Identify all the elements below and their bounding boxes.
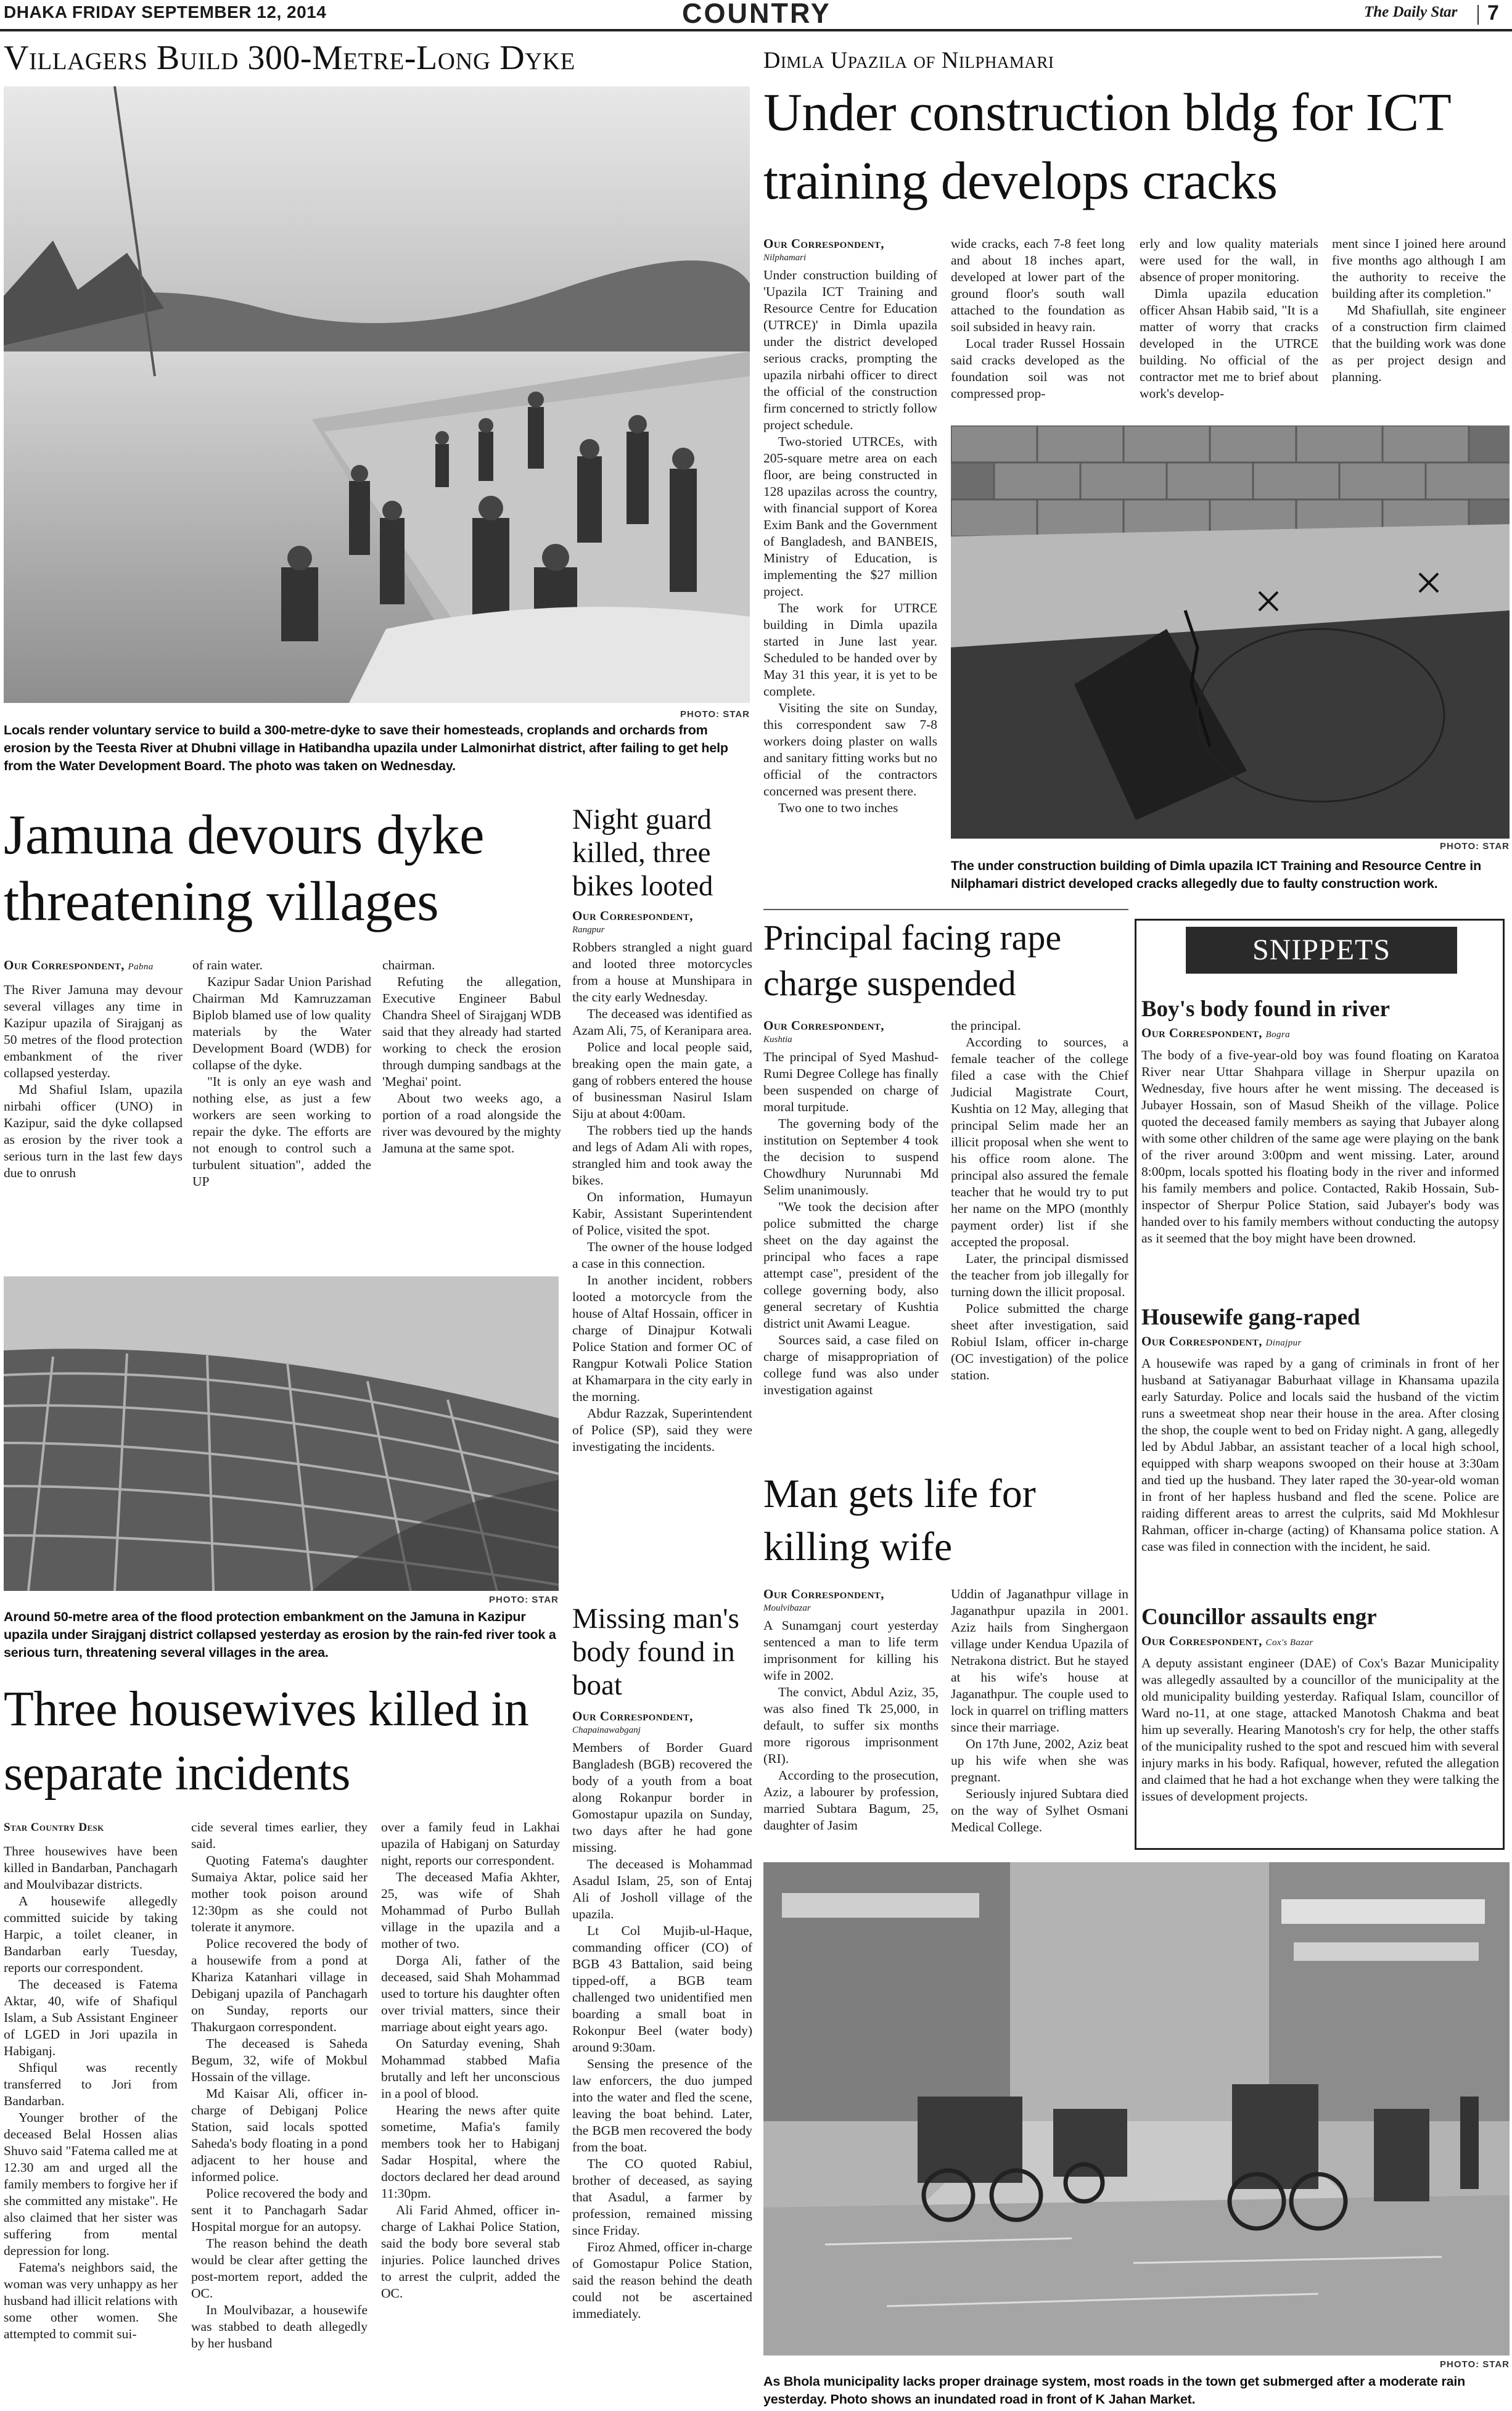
life-headline: Man gets life for killing wife: [763, 1471, 1036, 1569]
ict-kicker: Dimla Upazila of Nilphamari: [763, 47, 1054, 73]
life-place: Moulvibazar: [763, 1603, 811, 1613]
paragraph: Md Shafiul Islam, upazila nirbahi officer (UNO) in Kazipur, said the dyke collapsed as erosion by the river took a serious turn in the last few days due to onrush: [4, 1082, 183, 1180]
ict-body-4: [1332, 236, 1506, 385]
paragraph: The River Jamuna may devour several villages any time in Kazipur upazila of Sirajganj as 50 metres of the flood protection embankment of the river collapsed yesterday.: [4, 982, 183, 1080]
bhola-photo-image: [763, 1862, 1510, 2356]
principal-byline: Our Correspondent,: [763, 1018, 884, 1033]
paragraph: In another incident, robbers looted a motorcycle from the house of Altaf Hossain, officer in charge of Dinajpur Kotwali Police Station and former OC of Rangpur Kotwali Police Station at Khamarpara in the city early in the morning.: [572, 1273, 752, 1404]
paragraph: The work for UTRCE building in Dimla upazila started in June last year. Scheduled to be handed over by May 31 this year, it is yet to be complete.: [763, 601, 937, 699]
ict-place: Nilphamari: [763, 253, 807, 263]
principal-headline: Principal facing rape charge suspended: [763, 918, 1062, 1003]
paragraph: Uddin of Jaganathpur village in Jaganathpur upazila in 2001. Aziz hails from Singhergaon village under Kendua Upazila of Netrakona district. But he stayed at his wife's house at Jaganathpur. The couple used to lock in quarrel on trifling matters since their marriage.: [951, 1587, 1128, 1735]
paragraph: Refuting the allegation, Executive Engineer Babul Chandra Sheel of Sirajganj WDB said that they already had started working to check the erosion through dumping sandbags at the 'Meghai' point.: [382, 974, 561, 1089]
paragraph: Md Shafiullah, site engineer of a construction firm claimed that the building work was done as per project design and planning.: [1332, 303, 1506, 384]
masthead: [0, 0, 1512, 32]
snippet-2-byline: [1141, 1334, 1499, 1349]
paragraph: The deceased is Fatema Aktar, 40, wife of Shafiqul Islam, a Sub Assistant Engineer of LGED in Jori upazila in Habiganj.: [4, 1977, 178, 2058]
paragraph: Dimla upazila education officer Ahsan Habib said, "It is a matter of worry that cracks developed in the UTRCE building. No official of the contractor met me to brief about work's develop-: [1140, 286, 1318, 401]
jamuna-byline: [4, 957, 183, 975]
snippet-1-byline-text: Our Correspondent,: [1141, 1025, 1262, 1040]
paragraph: Police recovered the body of a housewife from a pond at Khariza Katanhari village in Debiganj upazila of Panchagarh on Sunday, reports our Thakurgaon correspondent.: [191, 1936, 368, 2034]
paragraph: According to the prosecution, Aziz, a labourer by profession, married Subtara Bagum, 25, daughter of Jasim: [763, 1768, 939, 1833]
paragraph: wide cracks, each 7-8 feet long and about 18 inches apart, developed at lower part of the ground floor's south wall attached to the foundation as soil subsided in heavy rain.: [951, 236, 1125, 334]
paragraph: Members of Border Guard Bangladesh (BGB) recovered the body of a youth from a boat along Rokanpur border in Gomostapur upazila on Sunday, two days after he had gone missing.: [572, 1740, 752, 1855]
paragraph: Abdur Razzak, Superintendent of Police (SP), said they were investigating the incidents.: [572, 1406, 752, 1454]
snippet-3-place: Cox's Bazar: [1265, 1638, 1313, 1648]
guard-place: Rangpur: [572, 925, 605, 935]
paragraph: Police and local people said, breaking open the main gate, a gang of robbers entered the house of businessman Nasirul Islam Siju at about 4:00am.: [572, 1040, 752, 1121]
housewives-byline: Star Country Desk: [4, 1821, 104, 1834]
paragraph: A housewife allegedly committed suicide by taking Harpic, a toilet cleaner, in Bandarban early Tuesday, reports our correspondent.: [4, 1894, 178, 1975]
dyke-photo: [4, 86, 750, 703]
missing-column: [572, 1708, 752, 2410]
section-title: COUNTRY: [682, 0, 831, 29]
snippet-1-body: The body of a five-year-old boy was found floating on Karatoa River near Uttar Shahpara village in Sherpur upazila on Wednesday, five hours after he went missing. The deceased is Jubayer Hossain, son of Masud Sheikh of the village. Police quoted the deceased family members as saying that Jubayer along with some other children of the same age were playing on the bank of the river around 3:00pm and went missing. Later, around 8:00pm, locals spotted his floating body in the river and informed his family members and police. Contacted, Rakib Hossain, Sub-inspector of Sherpur Police Station, said Jubayer's body was handed over to his family members without conducting the autopsy as it seemed that the boy might have been drowned.: [1141, 1048, 1499, 1246]
snippet-1-place: Bogra: [1265, 1030, 1291, 1040]
missing-body: [572, 1739, 752, 2322]
guard-headline: Night guard killed, three bikes looted: [572, 803, 713, 902]
bhola-caption: As Bhola municipality lacks proper drainage system, most roads in the town get submerged after a moderate rain yesterday. Photo shows an inundated road in front of K Jahan Market.: [763, 2374, 1466, 2407]
ict-column-4: [1332, 236, 1506, 421]
guard-column: [572, 908, 752, 1592]
principal-body-1: [763, 1049, 939, 1399]
paragraph: The CO quoted Rabiul, brother of deceased, as saying that Asadul, a farmer by profession, remained missing since Friday.: [572, 2156, 752, 2238]
ict-body-1: [763, 267, 937, 816]
life-byline: Our Correspondent,: [763, 1587, 884, 1601]
housewives-column-1: [4, 1819, 178, 2410]
principal-place: Kushtia: [763, 1035, 792, 1045]
housewives-body-1: [4, 1843, 178, 2343]
paragraph: The deceased Mafia Akhter, 25, was wife of Shah Mohammad of Purbo Bullah village in the upazila and a mother of two.: [381, 1870, 560, 1951]
snippet-1: [1141, 996, 1499, 1247]
paragraph: The reason behind the death would be clear after getting the post-mortem report, added the OC.: [191, 2236, 368, 2301]
paragraph: The principal of Syed Mashud-Rumi Degree College has finally been suspended on charge of moral turpitude.: [763, 1049, 939, 1114]
life-body-1: [763, 1617, 939, 1834]
paragraph: The owner of the house lodged a case in this connection.: [572, 1239, 752, 1271]
paragraph: Younger brother of the deceased Belal Hossen alias Shuvo said "Fatema called me at 12.30 am and urged all the family members to forgive her if she committed any mistake". He also claimed that her sister was suffering from mental depression for long.: [4, 2110, 178, 2258]
ict-photo-credit: PHOTO: STAR: [1440, 841, 1510, 852]
ict-column-3: [1140, 236, 1318, 421]
paragraph: Three housewives have been killed in Bandarban, Panchagarh and Moulvibazar districts.: [4, 1844, 178, 1892]
housewives-column-2: [191, 1819, 368, 2410]
paragraph: The robbers tied up the hands and legs of Adam Ali with ropes, strangled him and took away the bikes.: [572, 1123, 752, 1188]
guard-byline: Our Correspondent,: [572, 908, 693, 923]
snippet-3-body: A deputy assistant engineer (DAE) of Cox's Bazar Municipality was allegedly assaulted by a councillor of the municipality at the old municipality building yesterday. Rafiqual Islam, councillor of Ward no-11, at one stage, attacked Manotosh Chakma and beat him up severally. Hearing Manotosh's cry for help, the other staffs of the municipality rushed to the spot and rescued him with several injury marks in his body. Rafiqual, however, refuted the allegation and claimed that he had a hot exchange when they were talking the issues of development projects.: [1141, 1656, 1499, 1804]
ict-crack-photo: [951, 425, 1510, 839]
snippet-2: [1141, 1304, 1499, 1555]
ict-byline: Our Correspondent,: [763, 236, 884, 251]
paragraph: Firoz Ahmed, officer in-charge of Gomostapur Police Station, said the reason behind the death could not be ascertained immediately.: [572, 2240, 752, 2321]
snippet-1-headline: Boy's body found in river: [1141, 996, 1390, 1022]
paragraph: On Saturday evening, Shah Mohammad stabbed Mafia brutally and left her unconscious in a pool of blood.: [381, 2036, 560, 2101]
paragraph: over a family feud in Lakhai upazila of Habiganj on Saturday night, reports our correspondent.: [381, 1820, 560, 1868]
ict-crack-photo-image: [951, 425, 1510, 839]
snippet-3-byline: [1141, 1633, 1499, 1649]
ict-column-1: [763, 236, 937, 908]
dyke-kicker: Villagers Build 300-Metre-Long Dyke: [4, 39, 575, 77]
paragraph: In Moulvibazar, a housewife was stabbed to death allegedly by her husband: [191, 2302, 368, 2351]
masthead-rule: [0, 29, 1512, 31]
snippets-box: [1135, 919, 1505, 1850]
snippet-2-headline: Housewife gang-raped: [1141, 1305, 1360, 1330]
paragraph: Seriously injured Subtara died on the way of Sylhet Osmani Medical College.: [951, 1786, 1128, 1834]
snippets-title: SNIPPETS: [1252, 934, 1391, 966]
paragraph: chairman.: [382, 958, 435, 972]
paragraph: "We took the decision after police submitted the charge sheet on the day against the principal who faces a rape attempt case", president of the college governing body, also general secretary of Kushtia district unit Awami League.: [763, 1199, 939, 1331]
paragraph: A Sunamganj court yesterday sentenced a man to life term imprisonment for killing his wife in 2002.: [763, 1618, 939, 1683]
dyke-photo-image: [4, 86, 750, 703]
paragraph: Hearing the news after quite sometime, Mafia's family members took her to Habiganj Sadar Hospital, where the doctors declared her dead around 11:30pm.: [381, 2103, 560, 2201]
paragraph: Sensing the presence of the law enforcers, the duo jumped into the water and fled the scene, leaving the boat behind. Later, the BGB men recovered the body from the boat.: [572, 2056, 752, 2154]
jamuna-place: Pabna: [128, 962, 154, 972]
snippet-2-place: Dinajpur: [1265, 1338, 1302, 1348]
principal-body-2: [951, 1017, 1128, 1384]
jamuna-column-2: [192, 957, 371, 1302]
jamuna-photo: [4, 1276, 559, 1591]
dyke-photo-credit: PHOTO: STAR: [680, 709, 750, 720]
snippet-3-headline: Councillor assaults engr: [1141, 1604, 1377, 1630]
bhola-photo-credit: PHOTO: STAR: [1440, 2359, 1510, 2370]
jamuna-headline: Jamuna devours dyke threatening villages: [4, 803, 484, 932]
paragraph: "It is only an eye wash and nothing else, as just a few workers are seen working to repair the dyke. The efforts are not enough to control such a turbulent situation", added the UP: [192, 1074, 371, 1189]
paragraph: According to sources, a female teacher of the college filed a case with the Chief Judicial Magistrate Court, Kushtia on 12 May, alleging that principal Selim made her an illicit proposal when she went to his office room alone. The principal also assured the female teacher that he would try to put her name on the MPO (monthly payment order) list if she accepted the proposal.: [951, 1035, 1128, 1249]
paragraph: Local trader Russel Hossain said cracks developed as the foundation soil was not compressed prop-: [951, 336, 1125, 401]
ict-body-2: [951, 236, 1125, 402]
paragraph: About two weeks ago, a portion of a road alongside the river was devoured by the mighty Jamuna at the same spot.: [382, 1091, 561, 1156]
paragraph: ment since I joined here around five months ago although I am the authority to receive the building after its completion.": [1332, 236, 1506, 301]
paragraph: On 17th June, 2002, Aziz beat up his wife when she was pregnant.: [951, 1736, 1128, 1785]
ict-headline: Under construction bldg for ICT training develops cracks: [763, 82, 1450, 210]
life-column-1: [763, 1586, 939, 1857]
dyke-caption: Locals render voluntary service to build a 300-metre-dyke to save their homesteads, croplands and orchards from erosion by the Teesta River at Dhubni village in Hatibandha upazila under Lalmonirhat district, after failing to get help from the Water Development Board. The photo was taken on Wednesday.: [4, 723, 728, 773]
paragraph: Two-storied UTRCEs, with 205-square metre area on each floor, are being constructed in 128 upazilas across the country, with financial support of Korea Exim Bank and the Government of Bangladesh, and BANBEIS, Ministry of Education, is implementing the $27 million project.: [763, 434, 937, 599]
paragraph: Robbers strangled a night guard and looted three motorcycles from a house at Munshipara in the city early Wednesday.: [572, 940, 752, 1004]
paragraph: Police submitted the charge sheet after investigation, said Robiul Islam, officer in-charge (OC investigation) of the police station.: [951, 1301, 1128, 1382]
jamuna-photo-credit: PHOTO: STAR: [489, 1595, 559, 1605]
paragraph: erly and low quality materials were used for the wall, in absence of proper monitoring.: [1140, 236, 1318, 284]
housewives-headline: Three housewives killed in separate incidents: [4, 1682, 529, 1801]
missing-place: Chapainawabganj: [572, 1725, 641, 1735]
paragraph: Lt Col Mujib-ul-Haque, commanding officer (CO) of BGB 43 Battalion, said being tipped-off, a BGB team challenged two unidentified men boarding a small boat in Rokonpur Beel (water body) around 9:30am.: [572, 1923, 752, 2055]
missing-byline: Our Correspondent,: [572, 1709, 693, 1723]
principal-column-1: [763, 1017, 939, 1461]
snippets-title-bar: [1186, 927, 1457, 974]
jamuna-caption: Around 50-metre area of the flood protection embankment on the Jamuna in Kazipur upazila under Sirajganj district collapsed yesterday as erosion by the rain-fed river took a serious turn, threatening several villages in the area.: [4, 1609, 556, 1660]
ict-caption: The under construction building of Dimla upazila ICT Training and Resource Centre in Nilphamari district developed cracks allegedly due to faulty construction work.: [951, 858, 1481, 891]
paragraph: Md Kaisar Ali, officer in-charge of Debiganj Police Station, said locals spotted Saheda's body floating in a pond adjacent to her house and informed police.: [191, 2086, 368, 2184]
missing-headline: Missing man's body found in boat: [572, 1603, 739, 1701]
snippet-3-byline-text: Our Correspondent,: [1141, 1633, 1262, 1648]
paragraph: The convict, Abdul Aziz, 35, was also fined Tk 25,000, in default, to suffer six months more rigorous imprisonment (RI).: [763, 1685, 939, 1766]
paragraph: the principal.: [951, 1018, 1021, 1033]
paragraph: Ali Farid Ahmed, officer in-charge of Lakhai Police Station, said the body bore several stab injuries. Police launched drives to arrest the culprit, added the OC.: [381, 2203, 560, 2301]
snippet-1-byline: [1141, 1025, 1499, 1041]
paragraph: The deceased is Mohammad Asadul Islam, 25, son of Entaj Ali of Josholl village of the upazila.: [572, 1857, 752, 1921]
jamuna-body-2: [192, 957, 371, 1190]
paragraph: Two one to two inches: [778, 800, 898, 815]
page-divider: [1477, 5, 1479, 25]
ict-column-2: [951, 236, 1125, 421]
jamuna-column-1: [4, 957, 183, 1302]
snippet-3: [1141, 1604, 1499, 1805]
jamuna-body-1: [4, 982, 183, 1181]
paragraph: Kazipur Sadar Union Parishad Chairman Md Kamruzzaman Biplob blamed use of low quality materials by the Water Development Board (WDB) for collapse of the dyke.: [192, 974, 371, 1072]
paragraph: Visiting the site on Sunday, this correspondent saw 7-8 workers doing plaster on walls and sanitary fitting works but no official of the contractors concerned was present there.: [763, 700, 937, 799]
jamuna-byline-text: Our Correspondent,: [4, 958, 125, 972]
dateline: DHAKA FRIDAY SEPTEMBER 12, 2014: [4, 2, 327, 22]
paragraph: Police recovered the body and sent it to Panchagarh Sadar Hospital morgue for an autopsy.: [191, 2186, 368, 2234]
jamuna-column-3: [382, 957, 561, 1302]
housewives-column-3: [381, 1819, 560, 2410]
principal-top-rule: [763, 909, 1128, 910]
paragraph: Dorga Ali, father of the deceased, said Shah Mohammad used to torture his daughter often over trivial matters, since their marriage about eight years ago.: [381, 1953, 560, 2034]
principal-column-2: [951, 1017, 1128, 1461]
paragraph: Under construction building of 'Upazila ICT Training and Resource Centre for Education (UTRCE)' in Dimla upazila under the district developed serious cracks, prompting the upazila nirbahi officer to direct the official of the construction firm concerned to strictly follow project schedule.: [763, 268, 937, 432]
life-column-2: [951, 1586, 1128, 1857]
snippet-2-byline-text: Our Correspondent,: [1141, 1334, 1262, 1349]
paragraph: Fatema's neighbors said, the woman was very unhappy as her husband had illicit relations with some other women. She attempted to commit sui-: [4, 2260, 178, 2341]
paragraph: On information, Humayun Kabir, Assistant Superintendent of Police, visited the spot.: [572, 1189, 752, 1238]
paragraph: The deceased was identified as Azam Ali, 75, of Keranipara area.: [572, 1006, 752, 1038]
paragraph: Sources said, a case filed on charge of misappropriation of college fund was also under investigation against: [763, 1333, 939, 1397]
paragraph: The governing body of the institution on September 4 took the decision to suspend Chowdhury Nurunnabi Md Selim unanimously.: [763, 1116, 939, 1197]
paper-name: The Daily Star: [1364, 4, 1458, 20]
paragraph: Later, the principal dismissed the teacher from job illegally for turning down the illicit proposal.: [951, 1251, 1128, 1299]
page-number: 7: [1487, 1, 1499, 25]
bhola-photo: [763, 1862, 1510, 2356]
jamuna-body-3: [382, 957, 561, 1157]
paragraph: cide several times earlier, they said.: [191, 1820, 368, 1851]
housewives-body-3: [381, 1819, 560, 2302]
paragraph: Quoting Fatema's daughter Sumaiya Aktar, police said her mother took poison around 12:30pm as she could not tolerate it anymore.: [191, 1853, 368, 1934]
guard-body: [572, 939, 752, 1455]
life-body-2: [951, 1586, 1128, 1836]
snippet-2-body: A housewife was raped by a gang of criminals in front of her husband at Satiyanagar Baburhaat village in Khansama upazila early Saturday. Police and locals said the husband of the victim runs a sweetmeat shop near their house in the area. After closing the shop, the couple went to bed on Friday night. A gang, allegedly led by Abdul Jabbar, an assistant teacher of a local high school, equipped with sharp weapons swooped on their house at 3:30am and tied up the husband. They later raped the 30-year-old woman in front of her hapless husband and fled the scene. Police are raiding different areas to arrest the culprits, said Md Mokhlesur Rahman, officer in-charge (acting) of Khansama police station. A case was filed in connection with the incident, he said.: [1141, 1356, 1499, 1554]
housewives-body-2: [191, 1819, 368, 2352]
jamuna-photo-image: [4, 1276, 559, 1591]
paragraph: Shfiqul was recently transferred to Jori from Bandarban.: [4, 2060, 178, 2108]
ict-body-3: [1140, 236, 1318, 402]
paragraph: of rain water.: [192, 958, 263, 972]
paragraph: The deceased is Saheda Begum, 32, wife of Mokbul Hossain of the village.: [191, 2036, 368, 2084]
